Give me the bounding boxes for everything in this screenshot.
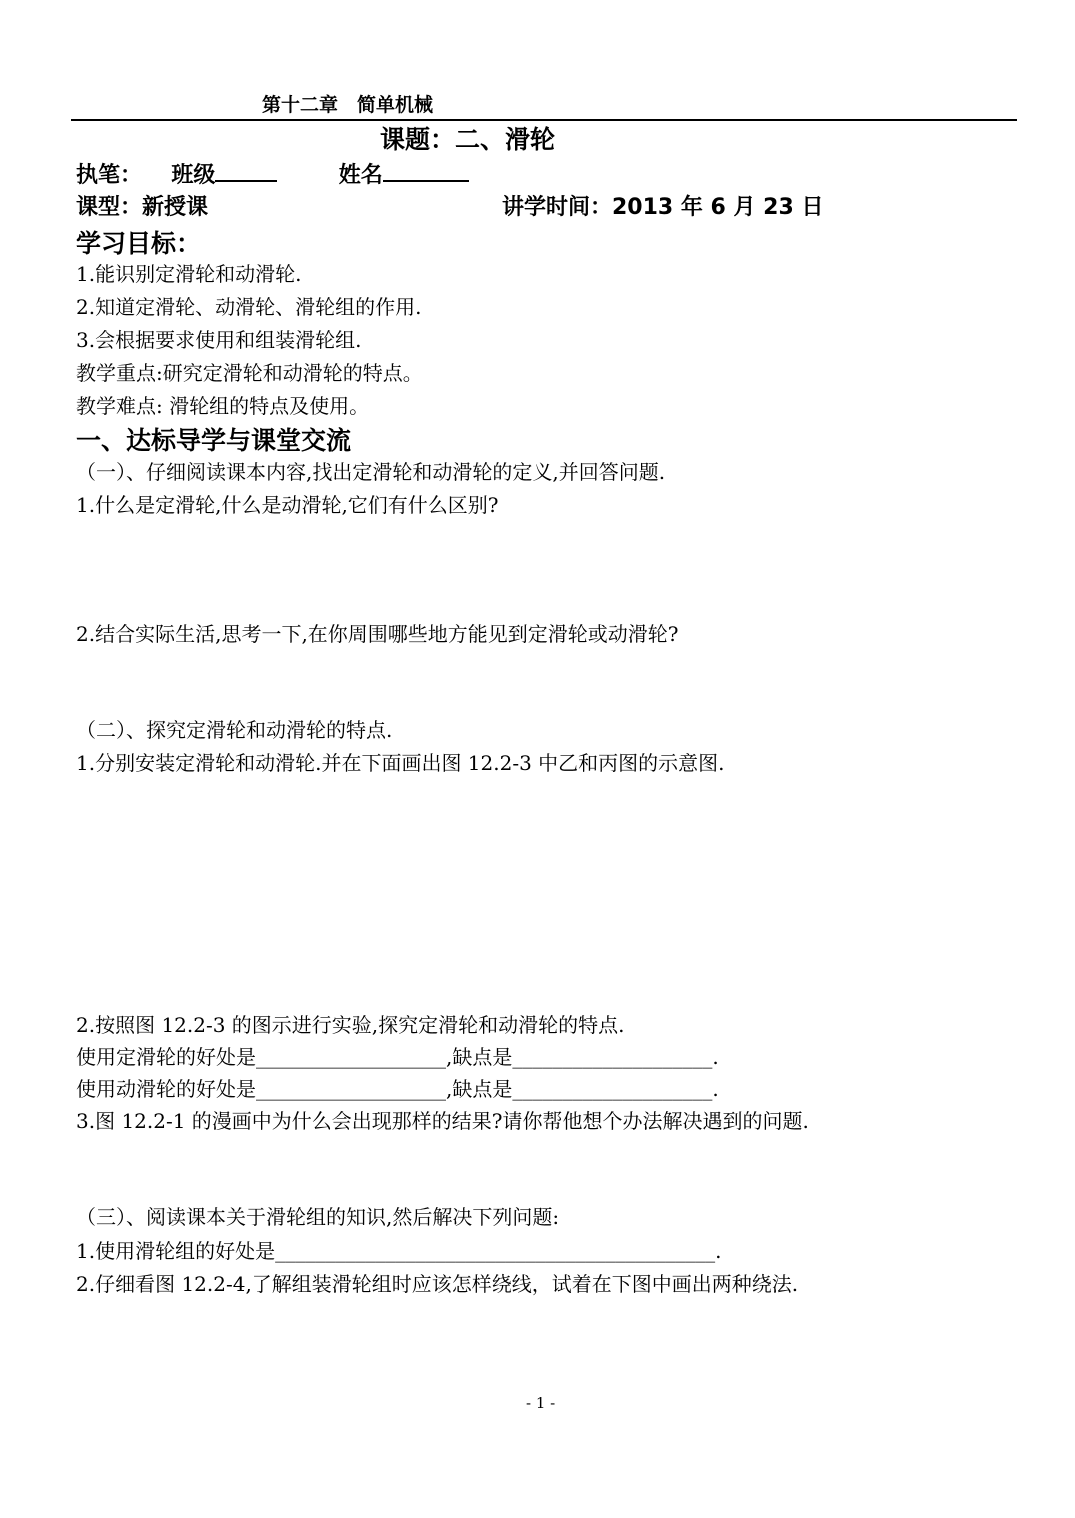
part3-question-1[interactable]: 1.使用滑轮组的好处是____________________________________________. — [76, 1239, 722, 1263]
class-label: 班级 — [171, 163, 216, 188]
part1-intro: （一）、仔细阅读课本内容,找出定滑轮和动滑轮的定义,并回答问题. — [76, 460, 666, 484]
part2-intro: （二）、探究定滑轮和动滑轮的特点. — [76, 718, 393, 742]
objectives-heading: 学习目标： — [76, 229, 202, 258]
part1-question-2: 2.结合实际生活,思考一下,在你周围哪些地方能见到定滑轮或动滑轮? — [76, 622, 679, 646]
objective-item: 2.知道定滑轮、动滑轮、滑轮组的作用. — [76, 295, 422, 319]
author-label: 执笔： — [76, 163, 143, 188]
section1-heading: 一、达标导学与课堂交流 — [76, 426, 352, 455]
page-number: - 1 - — [526, 1394, 556, 1412]
objective-item: 3.会根据要求使用和组装滑轮组. — [76, 328, 362, 352]
name-label: 姓名 — [338, 163, 383, 188]
difficult-point: 教学难点: 滑轮组的特点及使用。 — [76, 394, 370, 418]
objective-item: 1.能识别定滑轮和动滑轮. — [76, 262, 302, 286]
chapter-header: 第十二章 简单机械 — [262, 94, 434, 116]
part3-question-2: 2.仔细看图 12.2-4,了解组装滑轮组时应该怎样绕线，试着在下图中画出两种绕法. — [76, 1272, 799, 1296]
time-label: 讲学时间：2013 年 6 月 23 日 — [502, 195, 824, 220]
class-blank[interactable] — [215, 162, 277, 182]
part3-intro: （三）、阅读课本关于滑轮组的知识,然后解决下列问题: — [76, 1205, 560, 1229]
fixed-pulley-fill-line[interactable]: 使用定滑轮的好处是___________________,缺点是____________________. — [76, 1045, 719, 1069]
name-blank[interactable] — [383, 162, 469, 182]
part1-question-1: 1.什么是定滑轮,什么是动滑轮,它们有什么区别? — [76, 493, 499, 517]
movable-pulley-fill-line[interactable]: 使用动滑轮的好处是___________________,缺点是____________________. — [76, 1077, 719, 1101]
type-label: 课型：新授课 — [76, 195, 209, 220]
part2-question-2: 2.按照图 12.2-3 的图示进行实验,探究定滑轮和动滑轮的特点. — [76, 1013, 625, 1037]
key-point: 教学重点:研究定滑轮和动滑轮的特点。 — [76, 361, 423, 385]
part2-question-1: 1.分别安装定滑轮和动滑轮.并在下面画出图 12.2-3 中乙和丙图的示意图. — [76, 751, 725, 775]
info-row-author — [76, 158, 469, 189]
part2-question-3: 3.图 12.2-1 的漫画中为什么会出现那样的结果?请你帮他想个办法解决遇到的问题. — [76, 1109, 809, 1133]
lesson-title: 课题：二、滑轮 — [380, 125, 556, 154]
